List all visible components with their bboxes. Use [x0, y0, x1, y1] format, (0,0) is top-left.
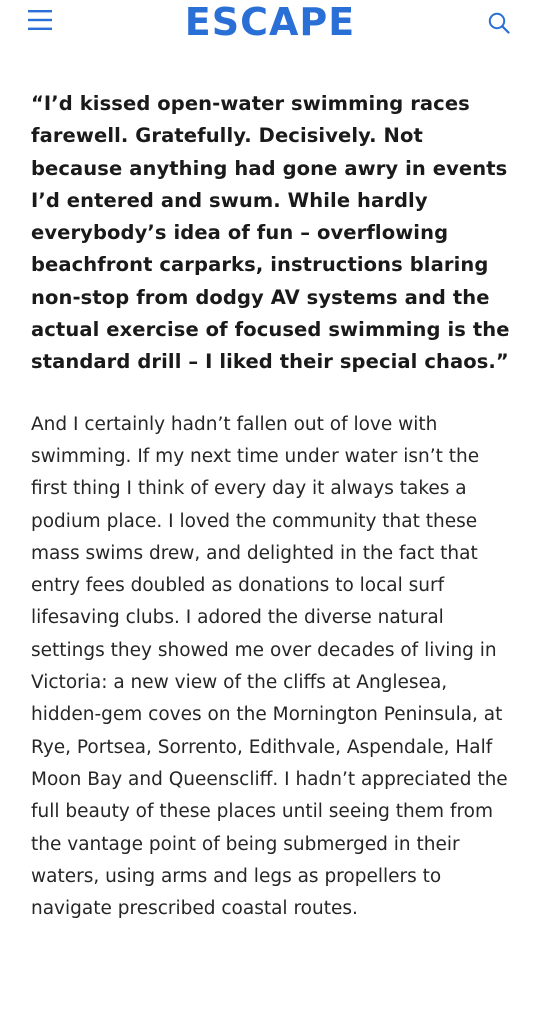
article-body: [31, 88, 517, 925]
article-paragraph: And I certainly hadn’t fallen out of love with swimming. If my next time under water isn’t the first thing I think of every day it always takes a podium place. I loved the community that these mass swims drew, and delighted in the fact that entry fees doubled as donations to local surf lifesaving clubs. I adored the diverse natural settings they showed me over decades of living in Victoria: a new view of the cliffs at Anglesea, hidden-gem coves on the Mornington Peninsula, at Rye, Portsea, Sorrento, Edithvale, Aspendale, Half Moon Bay and Queenscliff. I hadn’t appreciated the full beauty of these places until seeing them from the vantage point of being submerged in their waters, using arms and legs as propellers to navigate prescribed coastal routes.: [31, 413, 508, 920]
site-logo[interactable]: ESCAPE: [184, 0, 356, 44]
pull-quote: “I’d kissed open-water swimming races farewell. Gratefully. Decisively. Not because anything had gone awry in events I’d entered and swum. While hardly everybody’s idea of fun – overflowing beachfront carparks, instructions blaring non-stop from dodgy AV systems and the actual exercise of focused swimming is the standard drill – I liked their special chaos.”: [31, 92, 510, 374]
search-icon[interactable]: [487, 11, 511, 35]
top-bar: [0, 0, 540, 44]
hamburger-menu-icon[interactable]: [27, 8, 53, 32]
